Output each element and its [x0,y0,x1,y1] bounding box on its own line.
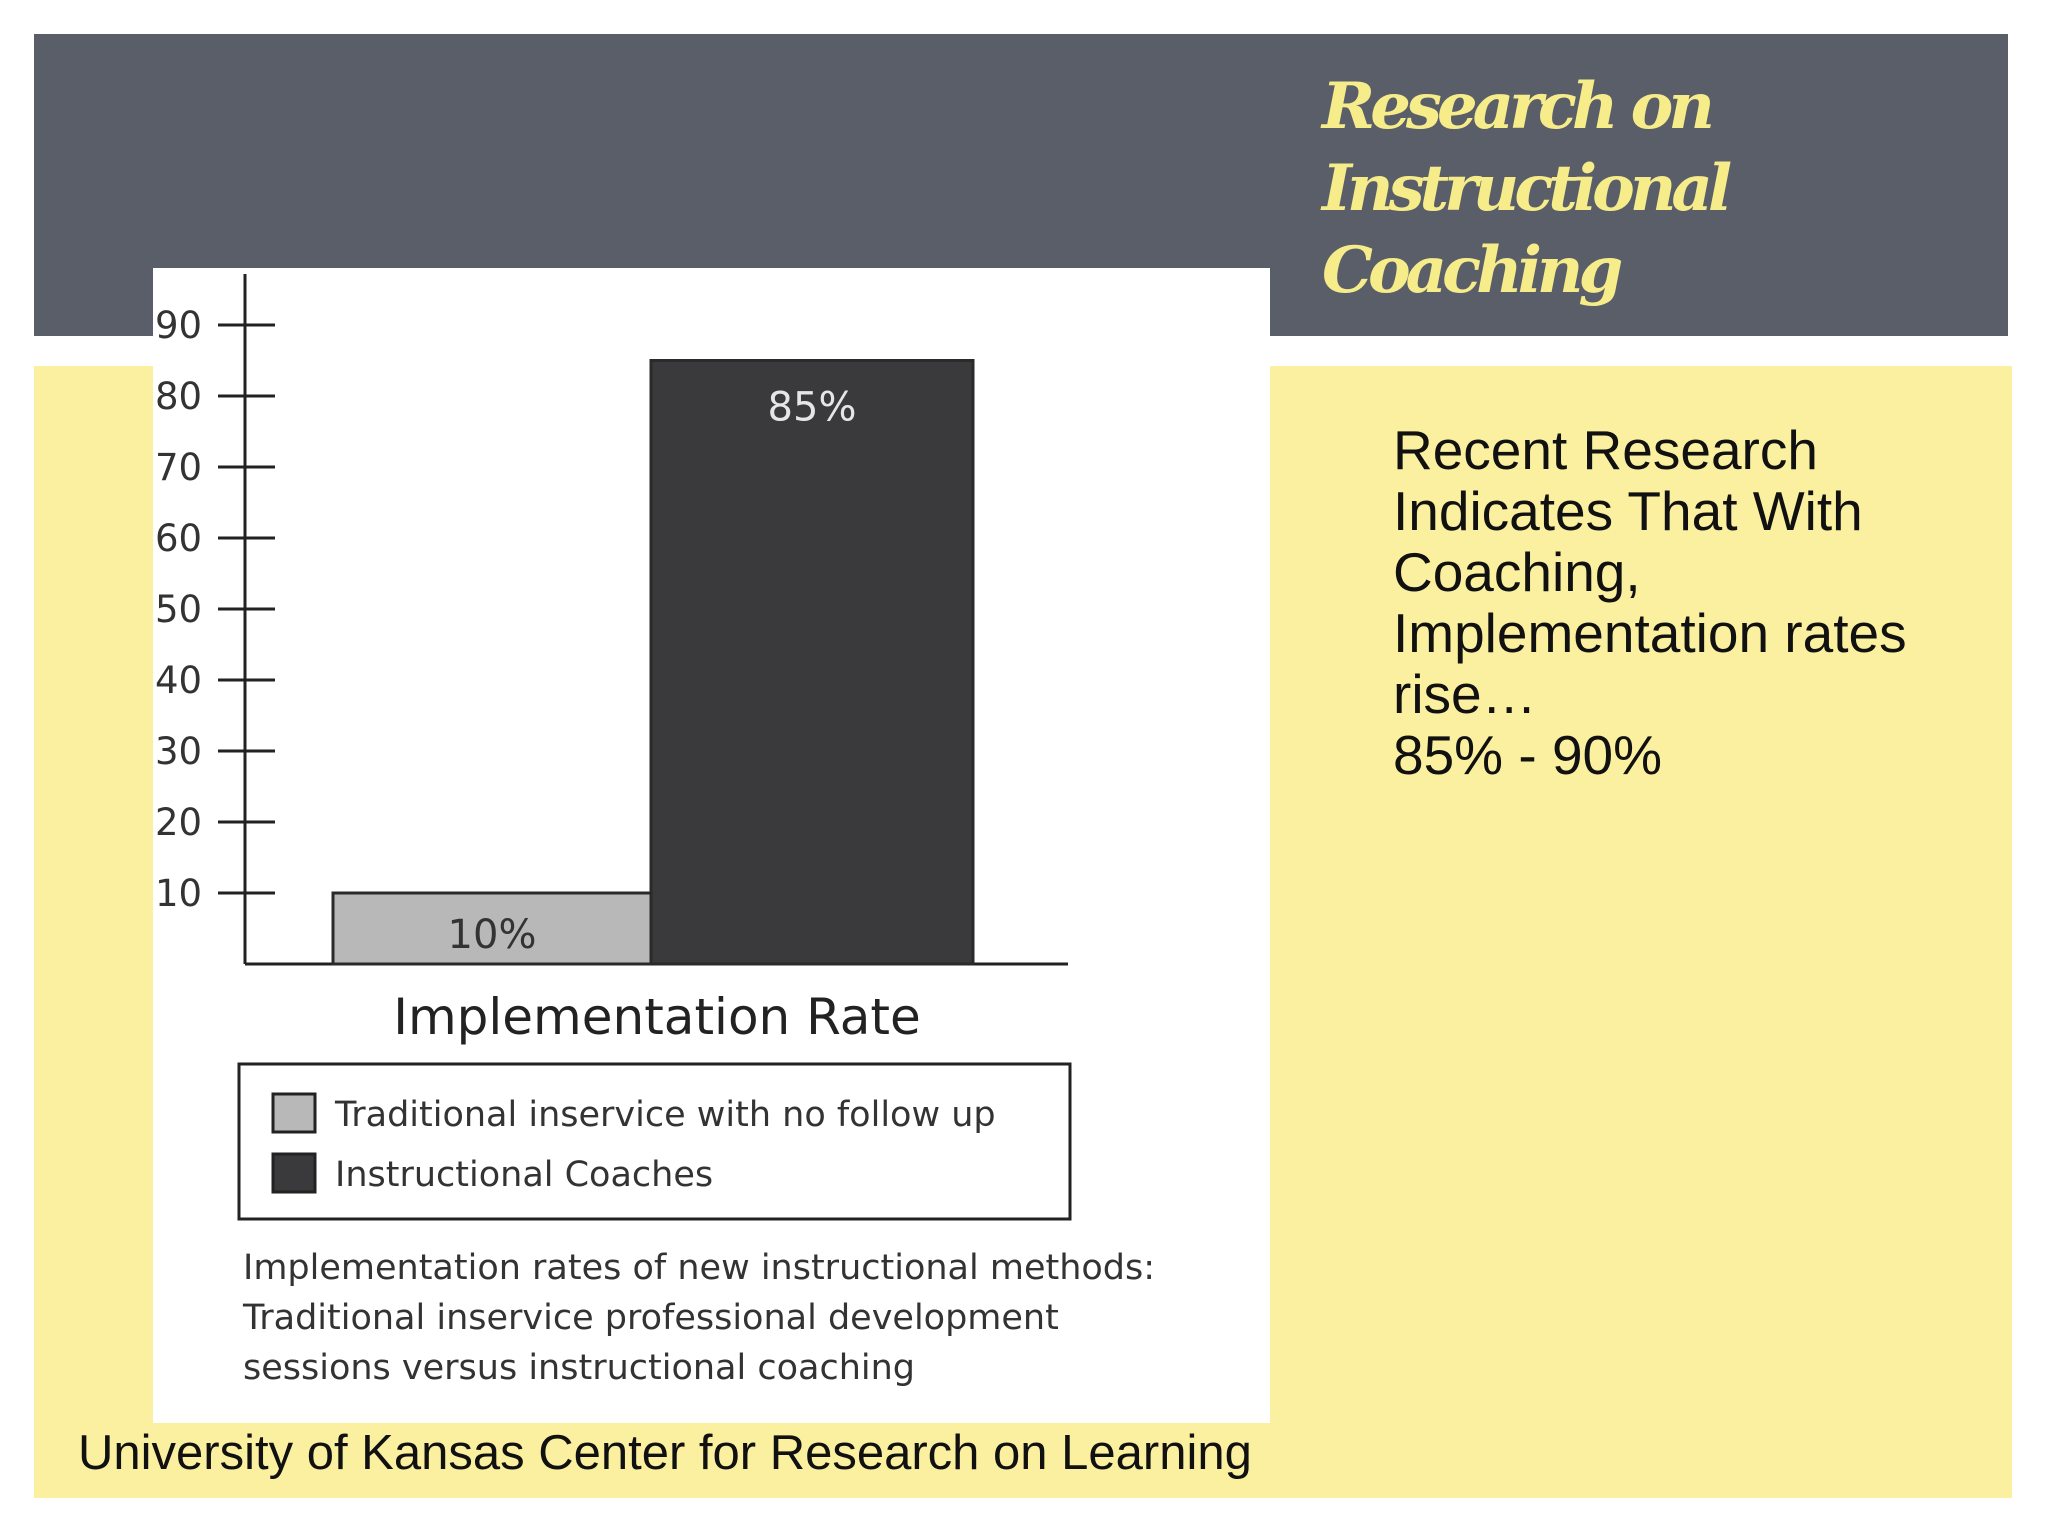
legend-label: Instructional Coaches [335,1155,714,1195]
chart-caption-line: sessions versus instructional coaching [243,1348,916,1388]
y-tick-label: 40 [155,659,203,702]
legend-swatch-traditional [273,1094,315,1132]
legend-label: Traditional inservice with no follow up [335,1095,996,1135]
summary-line: Implementation rates [1393,602,1907,664]
slide-title [1322,66,1782,312]
implementation-rate-chart [153,268,1270,1423]
bar-data-label: 10% [447,912,537,958]
chart-panel [153,268,1270,1423]
y-tick-label: 80 [155,375,203,418]
source-credit: University of Kansas Center for Research on Learning [78,1426,1252,1480]
summary-line: Coaching, [1393,541,1641,603]
chart-caption-line: Traditional inservice professional development [243,1298,1059,1338]
summary-line: Recent Research [1393,419,1818,481]
y-tick-label: 50 [155,588,203,631]
legend-swatch-coaches [273,1154,315,1192]
research-summary [1393,420,1993,786]
summary-line: 85% - 90% [1393,724,1663,786]
summary-line: rise… [1393,663,1537,725]
y-tick-label: 90 [155,304,203,347]
bar-instructional-coaches [651,361,973,965]
y-tick-label: 20 [155,801,203,844]
x-axis-title: Implementation Rate [393,988,921,1046]
y-tick-label: 30 [155,730,203,773]
y-tick-label: 70 [155,446,203,489]
summary-line: Indicates That With [1393,480,1863,542]
y-tick-label: 10 [155,872,203,915]
slide-title-line: Instructional [1322,151,1728,226]
slide-title-line: Coaching [1322,233,1619,308]
legend-box [239,1064,1070,1219]
chart-caption-line: Implementation rates of new instructional methods: [243,1248,1156,1288]
bar-data-label: 85% [767,384,857,431]
y-tick-label: 60 [155,517,203,560]
slide-title-line: Research on [1322,69,1710,144]
